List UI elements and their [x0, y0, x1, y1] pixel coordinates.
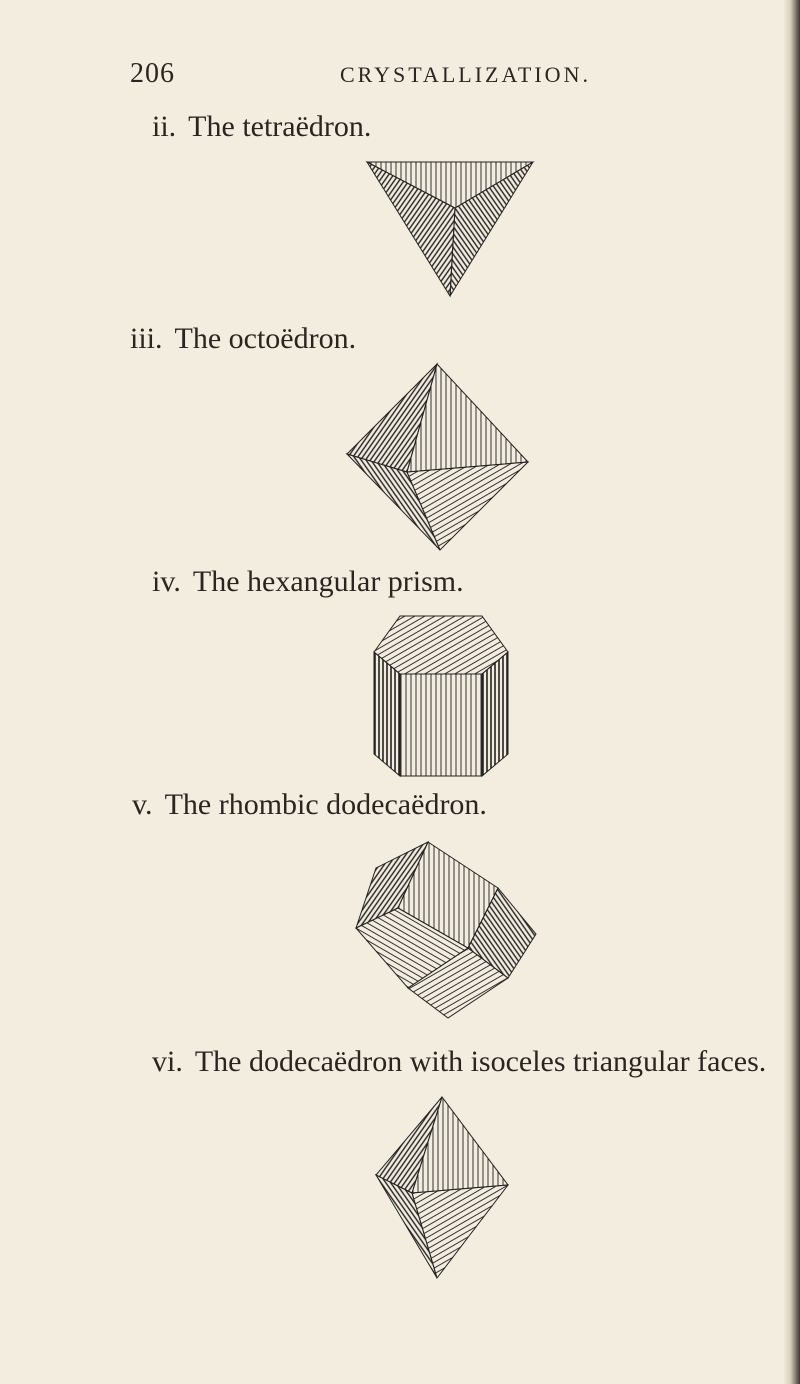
page-edge — [784, 0, 800, 1384]
octahedron-engraving-icon — [345, 362, 530, 552]
hexagonal-prism-engraving-icon — [370, 612, 510, 778]
running-title: CRYSTALLIZATION. — [340, 62, 591, 87]
caption-rhombic-dodecahedron — [132, 788, 487, 822]
bipyramid-engraving-icon — [372, 1095, 512, 1280]
caption-numeral: v. — [132, 788, 153, 821]
tetrahedron-engraving-icon — [365, 158, 535, 298]
caption-text: The dodecaëdron with isoceles triangular faces. — [194, 1045, 767, 1078]
caption-hexangular-prism — [152, 565, 464, 599]
caption-numeral: iv. — [152, 565, 181, 598]
caption-tetrahedron — [152, 110, 371, 144]
caption-text: The octoëdron. — [174, 322, 357, 355]
caption-text: The rhombic dodecaëdron. — [164, 788, 487, 821]
caption-triangular-dodecahedron — [152, 1045, 766, 1079]
caption-text: The hexangular prism. — [192, 565, 464, 598]
rhombic-dodecahedron-engraving-icon — [348, 838, 538, 1020]
page-number: 206 — [130, 58, 175, 89]
caption-numeral: ii. — [152, 110, 177, 143]
caption-numeral: vi. — [152, 1045, 183, 1078]
caption-numeral: iii. — [130, 322, 163, 355]
caption-text: The tetraëdron. — [188, 110, 372, 143]
caption-octahedron — [130, 322, 356, 356]
